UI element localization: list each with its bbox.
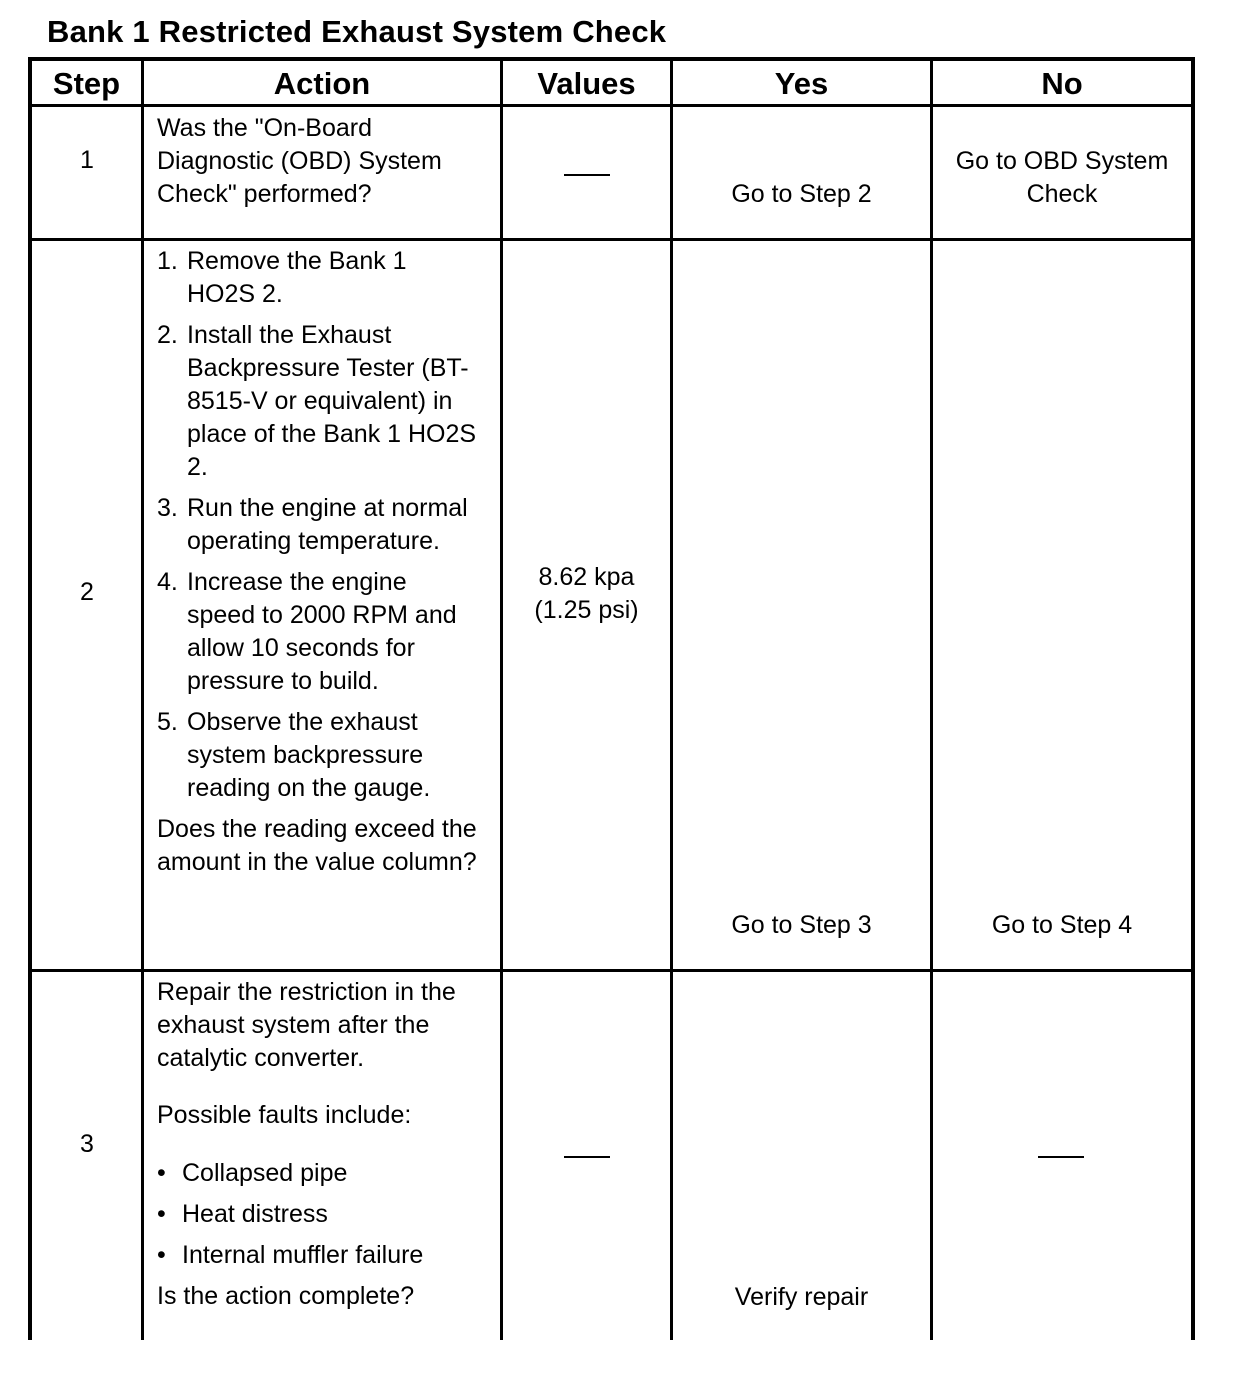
step-number: 3 — [80, 1130, 94, 1158]
list-item: • Internal muffler failure — [157, 1241, 424, 1269]
action-text: Was the "On-Board Diagnostic (OBD) System Check" performed? — [157, 114, 442, 208]
header-no: No — [1041, 66, 1083, 101]
no-text: Go to OBD System Check — [955, 147, 1169, 208]
col-border-right — [1191, 57, 1195, 1340]
values-dash — [564, 1156, 610, 1158]
col-border-values — [670, 57, 673, 1340]
action-cell — [157, 976, 477, 1313]
list-item: 4. Increase the engine speed to 2000 RPM and allow 10 seconds for pressure to build. — [157, 568, 457, 695]
list-item: 5. Observe the exhaust system backpressure reading on the gauge. — [157, 708, 431, 802]
action-question: Does the reading exceed the amount in the value column? — [157, 815, 477, 876]
list-item: 3. Run the engine at normal operating temperature. — [157, 494, 468, 555]
list-item: 1. Remove the Bank 1 HO2S 2. — [157, 247, 407, 308]
list-item: • Heat distress — [157, 1200, 328, 1228]
row-1-bottom-border — [28, 238, 1195, 241]
col-border-yes — [930, 57, 933, 1340]
col-border-step — [141, 57, 144, 1340]
header-action: Action — [273, 66, 371, 101]
action-question: Is the action complete? — [157, 1282, 415, 1310]
action-steps-list — [157, 245, 477, 805]
faults-list — [157, 1157, 477, 1272]
yes-text: Go to Step 3 — [731, 911, 872, 939]
list-item: • Collapsed pipe — [157, 1159, 348, 1187]
no-text: Go to Step 4 — [991, 911, 1133, 939]
col-border-left — [28, 57, 32, 1340]
values-text: 8.62 kpa (1.25 psi) — [534, 563, 639, 624]
page-title: Bank 1 Restricted Exhaust System Check — [47, 14, 667, 49]
row-2-bottom-border — [28, 969, 1195, 972]
faults-label: Possible faults include: — [157, 1101, 412, 1129]
action-cell — [157, 245, 477, 879]
list-item: 2. Install the Exhaust Backpressure Tester (BT-8515-V or equivalent) in place of the Bank 1 HO2S 2. — [157, 321, 477, 481]
no-dash — [1038, 1156, 1084, 1158]
action-intro: Repair the restriction in the exhaust system after the catalytic converter. — [157, 978, 456, 1072]
header-values: Values — [537, 66, 636, 101]
header-yes: Yes — [774, 66, 829, 101]
step-number: 2 — [80, 578, 94, 606]
step-number: 1 — [80, 146, 94, 174]
values-dash — [564, 174, 610, 176]
col-border-action — [500, 57, 503, 1340]
yes-text: Go to Step 2 — [731, 180, 872, 208]
yes-text: Verify repair — [734, 1283, 869, 1311]
header-step: Step — [52, 66, 121, 101]
table-top-border — [28, 57, 1195, 61]
